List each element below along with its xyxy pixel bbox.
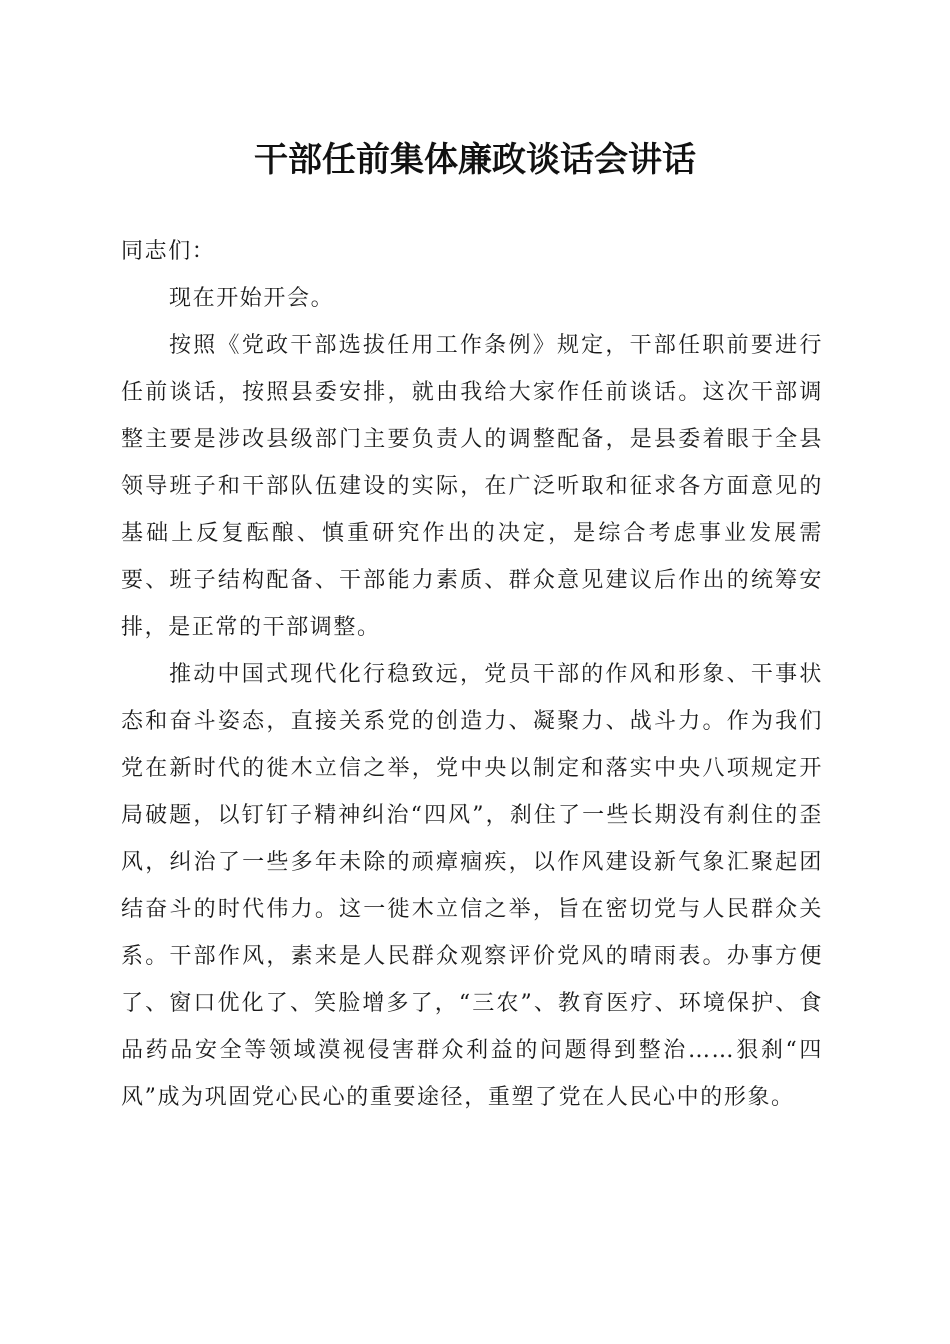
paragraph-work-style: 推动中国式现代化行稳致远，党员干部的作风和形象、干事状态和奋斗姿态，直接关系党的创造力、凝聚力、战斗力。作为我们党在新时代的徙木立信之举，党中央以制定和落实中央八项规定开局破题，以钉钉子精神纠治“四风”，刹住了一些长期没有刹住的歪风，纠治了一些多年未除的顽瘴痼疾，以作风建设新气象汇聚起团结奋斗的时代伟力。这一徙木立信之举，旨在密切党与人民群众关系。干部作风，素来是人民群众观察评价党风的晴雨表。办事方便了、窗口优化了、笑脸增多了，“三农”、教育医疗、环境保护、食品药品安全等领域漠视侵害群众利益的问题得到整治……狠刹“四风”成为巩固党心民心的重要途径，重塑了党在人民心中的形象。 <box>121 662 823 1110</box>
paragraph-regulations: 按照《党政干部选拔任用工作条例》规定，干部任职前要进行任前谈话，按照县委安排，就由我给大家作任前谈话。这次干部调整主要是涉改县级部门主要负责人的调整配备，是县委着眼于全县领导班子和干部队伍建设的实际，在广泛听取和征求各方面意见的基础上反复酝酿、慎重研究作出的决定，是综合考虑事业发展需要、班子结构配备、干部能力素质、群众意见建议后作出的统筹安排，是正常的干部调整。 <box>121 333 823 640</box>
paragraph-opening: 现在开始开会。 <box>169 286 335 311</box>
salutation: 同志们： <box>121 239 216 264</box>
document-body <box>121 228 823 1121</box>
document-title: 干部任前集体廉政谈话会讲话 <box>254 140 696 180</box>
